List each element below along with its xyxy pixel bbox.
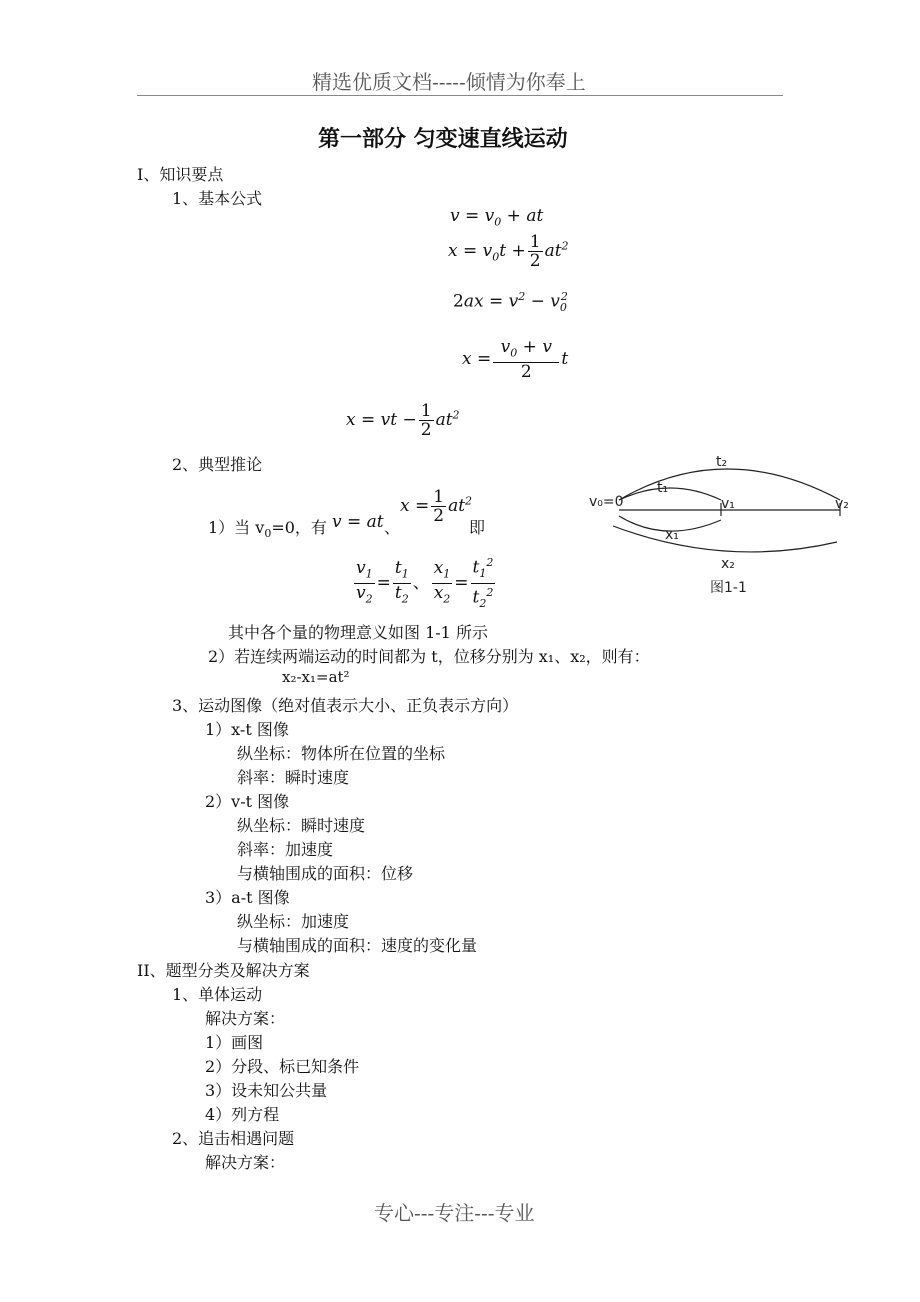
solution-step: 2）分段、标已知条件 bbox=[205, 1057, 360, 1076]
page-footer: 专心---专注---专业 bbox=[374, 1201, 535, 1225]
formula-reverse-displacement: x = vt − $\frac{1}{2}$ $at^2$ bbox=[346, 401, 460, 440]
arc-t1 bbox=[619, 488, 721, 500]
vt-graph-title: 2）v-t 图像 bbox=[205, 792, 290, 811]
formula-velocity-displacement: $2ax = v^2 - v_0^2$ bbox=[453, 290, 568, 315]
xt-graph-line-1: 纵坐标：物体所在位置的坐标 bbox=[237, 744, 446, 763]
page-title: 第一部分 匀变速直线运动 bbox=[318, 127, 568, 152]
formula-v-at: v = at bbox=[332, 512, 384, 532]
inference-1-mid: =0，有 bbox=[271, 518, 327, 537]
xt-graph-title: 1）x-t 图像 bbox=[205, 720, 289, 739]
figure-caption: 图1-1 bbox=[710, 580, 747, 596]
label-v1: v₁ bbox=[721, 496, 735, 512]
at-graph-title: 3）a-t 图像 bbox=[205, 888, 290, 907]
subheading-typical-inferences: 2、典型推论 bbox=[172, 455, 263, 474]
label-t1: t₁ bbox=[657, 480, 669, 496]
arc-x2 bbox=[613, 526, 837, 552]
formula-velocity: $v = v_0$ + at bbox=[450, 206, 544, 229]
meaning-note: 其中各个量的物理意义如图 1-1 所示 bbox=[228, 623, 488, 642]
xt-graph-line-2: 斜率：瞬时速度 bbox=[237, 768, 350, 787]
at-graph-line-1: 纵坐标：加速度 bbox=[237, 912, 350, 931]
solution-label-1: 解决方案： bbox=[205, 1009, 286, 1028]
solution-step: 4）列方程 bbox=[205, 1105, 280, 1124]
inference-1-sub: 0 bbox=[264, 527, 272, 541]
solution-label-2: 解决方案： bbox=[205, 1153, 286, 1172]
formula-average-velocity: x = $\frac{v_0 + v}{2}$ t bbox=[462, 337, 569, 383]
page-header: 精选优质文档-----倾情为你奉上 bbox=[312, 70, 586, 94]
section-heading-1: I、知识要点 bbox=[137, 165, 224, 184]
label-x1: x₁ bbox=[665, 527, 679, 543]
at-graph-line-2: 与横轴围成的面积：速度的变化量 bbox=[237, 936, 478, 955]
subheading-pursuit-problem: 2、追击相遇问题 bbox=[172, 1129, 295, 1148]
formula-ratios: $\frac{v_1}{v_2}$ = $\frac{t_1}{t_2}$ 、 $\frac{x_1}{x_2}$ = $\frac{t_1^2}{t_2^2}$ bbox=[356, 556, 494, 611]
ratio-separator: 、 bbox=[412, 573, 430, 594]
subheading-basic-formulas: 1、基本公式 bbox=[172, 189, 263, 208]
vt-graph-line-1: 纵坐标：瞬时速度 bbox=[237, 816, 366, 835]
label-v0: v₀=0 bbox=[589, 494, 624, 510]
header-rule bbox=[137, 95, 783, 96]
inference-2-formula: x₂-x₁=at² bbox=[282, 668, 350, 686]
vt-graph-line-2: 斜率：加速度 bbox=[237, 840, 334, 859]
separator-dun: 、 bbox=[384, 518, 401, 537]
section-heading-2: II、题型分类及解决方案 bbox=[137, 961, 310, 980]
inference-1-prefix: 1）当 v bbox=[208, 518, 265, 537]
label-t2: t₂ bbox=[716, 454, 728, 470]
subheading-single-body: 1、单体运动 bbox=[172, 985, 263, 1004]
solution-step: 3）设未知公共量 bbox=[205, 1081, 328, 1100]
figure-1-1 bbox=[585, 448, 855, 604]
formula-x-half-at2: x = $\frac{1}{2}$ $at^2$ bbox=[400, 487, 473, 526]
inference-2-text: 2）若连续两端运动的时间都为 t，位移分别为 x₁、x₂，则有： bbox=[208, 647, 650, 666]
solution-step: 1）画图 bbox=[205, 1033, 264, 1052]
inference-1-text bbox=[208, 515, 327, 540]
formula-displacement: $x = v_0t$ + $\frac{1}{2}$ $at^2$ bbox=[448, 232, 569, 271]
label-x2: x₂ bbox=[721, 556, 735, 572]
subheading-motion-graphs: 3、运动图像（绝对值表示大小、正负表示方向） bbox=[172, 696, 519, 715]
vt-graph-line-3: 与横轴围成的面积：位移 bbox=[237, 864, 414, 883]
word-ji: 即 bbox=[469, 518, 486, 537]
label-v2: v₂ bbox=[835, 496, 849, 512]
